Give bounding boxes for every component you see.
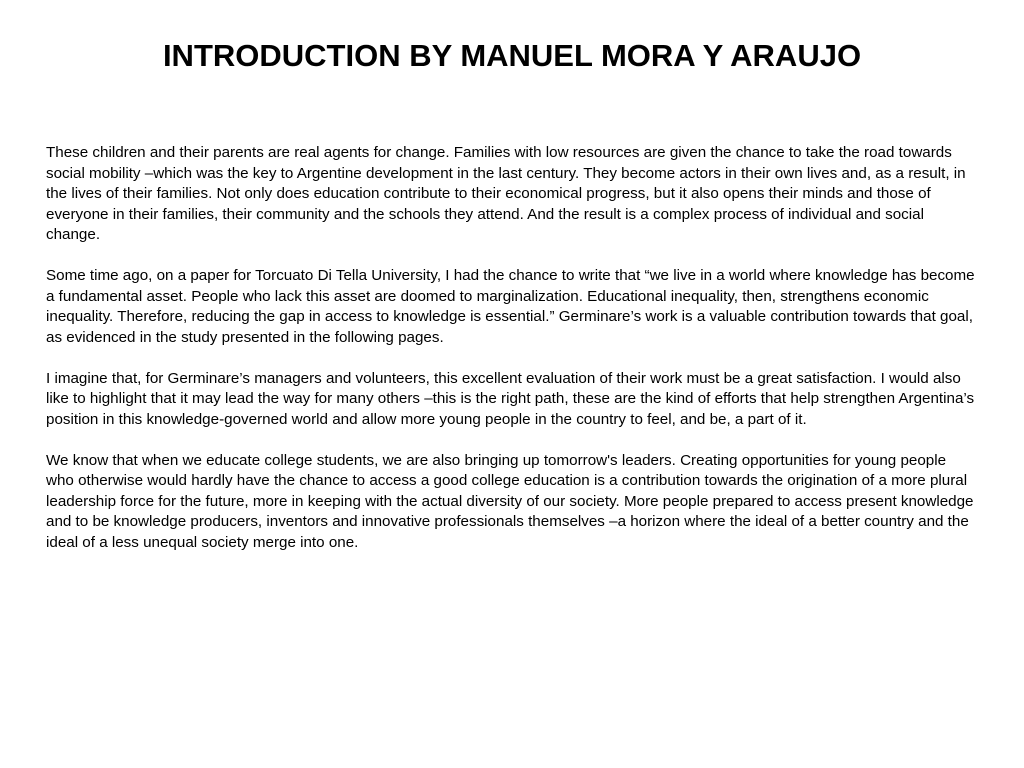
slide-title: INTRODUCTION BY MANUEL MORA Y ARAUJO	[162, 38, 862, 73]
paragraph-3: I imagine that, for Germinare’s managers and volunteers, this excellent evaluation of their work must be a great satisfaction. I would also like to highlight that it may lead the way for many others –this is the right path, these are the kind of efforts that help strengthen Argentina’s position in this knowledge-governed world and allow more young people in the country to feel, and be, a part of it.	[46, 369, 975, 428]
slide-body	[46, 143, 976, 574]
paragraph-2: Some time ago, on a paper for Torcuato Di Tella University, I had the chance to write that “we live in a world where knowledge has become a fundamental asset. People who lack this asset are doomed to marginalization. Educational inequality, then, strengthens economic inequality. Therefore, reducing the gap in access to knowledge is essential.” Germinare’s work is a valuable contribution towards that goal, as evidenced in the study presented in the following pages.	[46, 267, 975, 346]
paragraph-1: These children and their parents are real agents for change. Families with low resources are given the chance to take the road towards social mobility –which was the key to Argentine development in the last century. They become actors in their own lives and, as a result, in the lives of their families. Not only does education contribute to their economical progress, but it also opens their minds and those of everyone in their families, their community and the schools they attend. And the result is a complex process of individual and social change.	[46, 144, 966, 243]
paragraph-4: We know that when we educate college students, we are also bringing up tomorrow's leaders. Creating opportunities for young people who otherwise would hardly have the chance to access a good college education is a contribution towards the origination of a more plural leadership force for the future, more in keeping with the actual diversity of our society. More people prepared to access present knowledge and to be knowledge producers, inventors and innovative professionals themselves –a horizon where the ideal of a better country and the ideal of a less unequal society merge into one.	[46, 451, 974, 551]
